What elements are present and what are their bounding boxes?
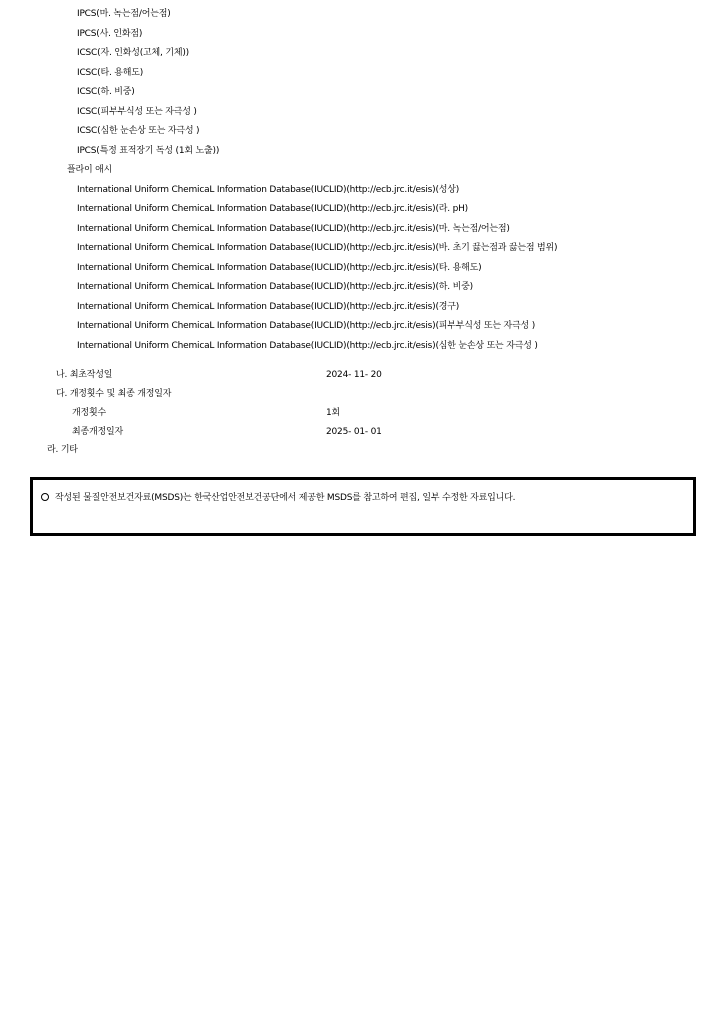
iuclid-reference-line: International Uniform ChemicaL Information Database(IUCLID)(http://ecb.jrc.it/esis)(라. pH): [77, 204, 468, 214]
reference-line: ICSC(하. 비중): [77, 87, 135, 97]
notice-paragraph: [41, 490, 681, 507]
notice-box: [30, 477, 696, 536]
reference-line: IPCS(사. 인화점): [77, 29, 143, 39]
revision-date-value: 2025- 01- 01: [326, 427, 382, 437]
notice-line-1: 작성된 물질안전보건자료(MSDS)는 한국산업안전보건공단에서 제공한 MSDS를 참고하여 편집, 일부 수정한: [55, 493, 468, 503]
revision-date-label: 최종개정일자: [72, 427, 123, 437]
reference-line: ICSC(피부부식성 또는 자극성 ): [77, 107, 197, 117]
iuclid-reference-line: International Uniform ChemicaL Information Database(IUCLID)(http://ecb.jrc.it/esis)(바. 초기 끓는점과 끓는점 범위): [77, 243, 558, 253]
notice-line-2: 자료입니다.: [470, 493, 516, 503]
iuclid-reference-line: International Uniform ChemicaL Information Database(IUCLID)(http://ecb.jrc.it/esis)(성상): [77, 185, 460, 195]
circle-bullet-icon: [41, 493, 49, 501]
reference-line: ICSC(심한 눈손상 또는 자극성 ): [77, 126, 200, 136]
first-written-value: 2024- 11- 20: [326, 370, 382, 380]
source-group-label: 플라이 애시: [67, 165, 113, 175]
first-written-label: 나. 최초작성일: [56, 370, 113, 380]
reference-line: ICSC(타. 용해도): [77, 68, 144, 78]
iuclid-reference-line: International Uniform ChemicaL Information Database(IUCLID)(http://ecb.jrc.it/esis)(타. 용해도): [77, 263, 482, 273]
reference-line: IPCS(특정 표적장기 독성 (1회 노출)): [77, 146, 220, 156]
reference-line: IPCS(마. 녹는점/어는점): [77, 9, 171, 19]
iuclid-reference-line: International Uniform ChemicaL Information Database(IUCLID)(http://ecb.jrc.it/esis)(심한 눈손상 또는 자극성 ): [77, 341, 538, 351]
other-section-label: 라. 기타: [47, 445, 78, 455]
iuclid-reference-line: International Uniform ChemicaL Information Database(IUCLID)(http://ecb.jrc.it/esis)(하. 비중): [77, 282, 473, 292]
iuclid-reference-line: International Uniform ChemicaL Information Database(IUCLID)(http://ecb.jrc.it/esis)(마. 녹는점/어는점): [77, 224, 510, 234]
revision-count-value: 1회: [326, 408, 341, 418]
reference-line: ICSC(자. 인화성(고체, 기체)): [77, 48, 189, 58]
notice-text: [41, 490, 681, 507]
revision-count-label: 개정횟수: [72, 408, 106, 418]
iuclid-reference-line: International Uniform ChemicaL Information Database(IUCLID)(http://ecb.jrc.it/esis)(경구): [77, 302, 460, 312]
iuclid-reference-line: International Uniform ChemicaL Information Database(IUCLID)(http://ecb.jrc.it/esis)(피부부식성 또는 자극성 ): [77, 321, 536, 331]
revision-section-label: 다. 개정횟수 및 최종 개정일자: [56, 389, 172, 399]
